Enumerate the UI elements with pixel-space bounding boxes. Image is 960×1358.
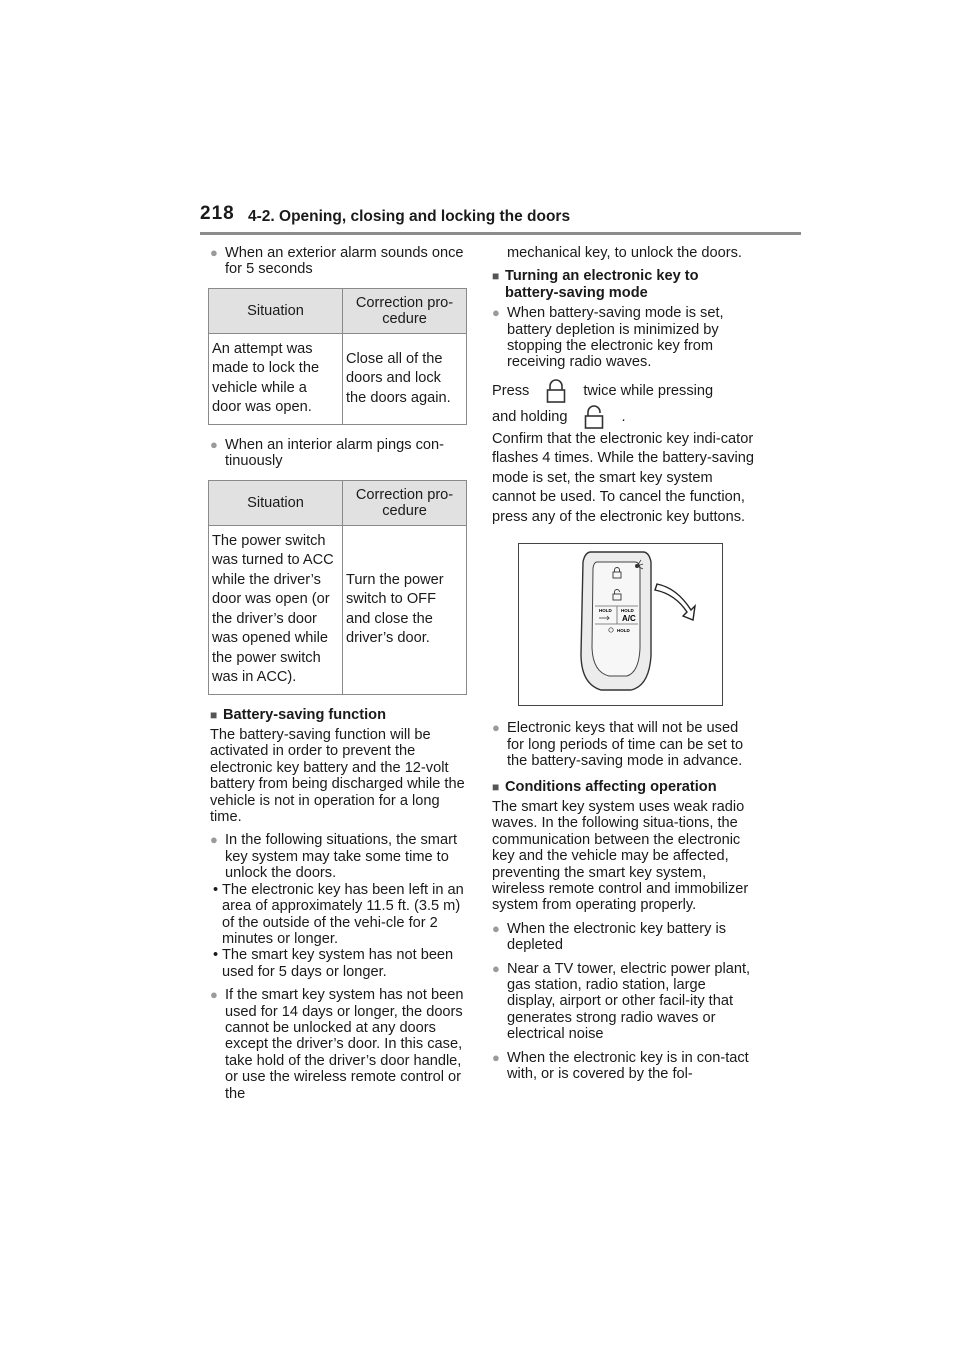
holding-instruction: [492, 404, 754, 430]
press-suffix: twice while pressing: [583, 382, 714, 399]
continuation-text: mechanical key, to unlock the doors.: [507, 245, 742, 261]
table-cell-situation: An attempt was made to lock the vehicle while a door was open.: [209, 333, 343, 424]
paragraph-confirm: Confirm that the electronic key indi-cator flashes 4 times. While the battery-saving mode is set, the smart key system cannot be used. To cancel the function, press any of the electronic key buttons.: [492, 430, 754, 525]
svg-text:HOLD: HOLD: [617, 628, 630, 634]
dash-item-left-outside: • The electronic key has been left in an area of approximately 11.5 ft. (3.5 m) of the outside of the vehi-cle for 2 minutes or longer.: [210, 882, 472, 948]
press-instruction: [492, 378, 754, 404]
interior-alarm-table: [208, 480, 467, 695]
bullet-exterior-alarm: ● When an exterior alarm sounds once for 5 seconds: [210, 245, 472, 278]
bullet-14-days: ● If the smart key system has not been used for 14 days or longer, the doors cannot be unlocked at any doors except the driver’s door. In this case, take hold of the driver’s door handle, or use the wireless remote control or the: [210, 987, 472, 1102]
holding-prefix: and holding: [492, 408, 568, 425]
right-column: [492, 245, 754, 1089]
svg-text:A/C: A/C: [622, 614, 636, 624]
paragraph-conditions: The smart key system uses weak radio waves. In the following situa-tions, the communication between the electronic key and the vehicle may be affected, preventing the smart key system, wireless remote control and immobilizer system from operating properly.: [492, 798, 749, 914]
dash-item-not-used: • The smart key system has not been used for 5 days or longer.: [210, 947, 472, 980]
bullet-in-contact: ● When the electronic key is in con-tact with, or is covered by the fol-: [492, 1050, 754, 1083]
paragraph-battery-saving: The battery-saving function will be activated in order to prevent the electronic key battery and the 12-volt battery from being discharged while the vehicle is not in operation for a long time.: [210, 727, 465, 826]
heading-conditions: ■ Conditions affecting operation: [492, 779, 754, 795]
table-header-situation: Situation: [209, 288, 343, 333]
table-cell-correction: Close all of the doors and lock the doors again.: [343, 333, 467, 424]
left-column: [210, 245, 472, 1109]
bullet-tv-tower: ● Near a TV tower, electric power plant, gas station, radio station, large display, airport or other facil-ity that generates strong radio waves or electrical noise: [492, 961, 754, 1043]
bullet-battery-saving-set: ● When battery-saving mode is set, battery depletion is minimized by stopping the electronic key from receiving radio waves.: [492, 305, 754, 371]
header-rule: [200, 232, 801, 235]
pointer-arrow-icon: [655, 584, 695, 620]
svg-text:HOLD: HOLD: [621, 608, 634, 614]
unlock-icon: [579, 404, 609, 430]
bullet-long-periods: ● Electronic keys that will not be used for long periods of time can be set to the battery-saving mode in advance.: [492, 720, 754, 769]
bullet-battery-depleted: ● When the electronic key battery is depleted: [492, 921, 754, 954]
bullet-interior-alarm: ● When an interior alarm pings con-tinuously: [210, 437, 472, 470]
heading-battery-saving: ■ Battery-saving function: [210, 707, 472, 723]
press-prefix: Press: [492, 382, 530, 399]
section-title: 4-2. Opening, closing and locking the doors: [248, 208, 571, 225]
page-number: 218: [200, 203, 235, 224]
table-header-situation: Situation: [209, 480, 343, 525]
table-cell-situation: The power switch was turned to ACC while the driver’s door was open (or the driver’s door was opened while the power switch was in ACC).: [209, 525, 343, 694]
svg-text:HOLD: HOLD: [599, 608, 612, 614]
exterior-alarm-table: [208, 288, 467, 425]
electronic-key-illustration: [518, 543, 723, 706]
table-cell-correction: Turn the power switch to OFF and close the driver’s door.: [343, 525, 467, 694]
heading-turning-battery-saving: ■ Turning an electronic key to battery-saving mode: [492, 268, 754, 301]
holding-suffix: .: [621, 408, 626, 425]
table-header-correction: Correction pro-cedure: [343, 480, 467, 525]
lock-icon: [541, 378, 571, 404]
bullet-following-situations: ● In the following situations, the smart key system may take some time to unlock the doors.: [210, 832, 472, 881]
electronic-key-icon: [519, 544, 724, 707]
table-header-correction: Correction pro-cedure: [343, 288, 467, 333]
